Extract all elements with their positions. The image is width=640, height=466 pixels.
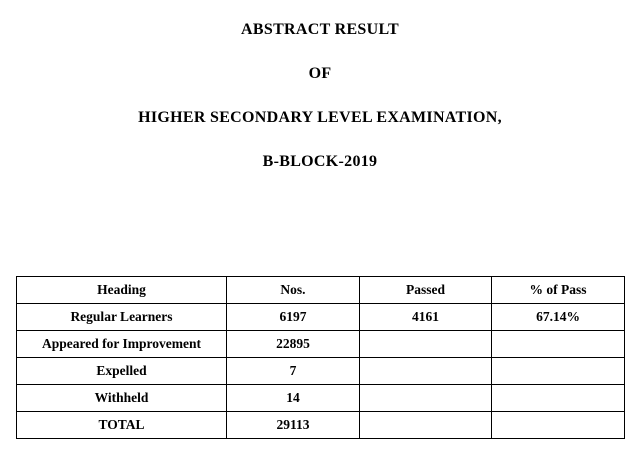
table-row <box>17 358 625 385</box>
document-title-block <box>0 0 640 170</box>
cell-passed <box>360 412 492 439</box>
cell-passed <box>360 331 492 358</box>
cell-heading: TOTAL <box>17 412 227 439</box>
column-header-heading: Heading <box>17 277 227 304</box>
column-header-passed: Passed <box>360 277 492 304</box>
table-row <box>17 385 625 412</box>
table-header-row <box>17 277 625 304</box>
cell-heading: Appeared for Improvement <box>17 331 227 358</box>
cell-pct <box>492 412 625 439</box>
title-line-4: B-BLOCK-2019 <box>262 153 378 170</box>
cell-pct <box>492 331 625 358</box>
title-line-1: ABSTRACT RESULT <box>241 21 399 38</box>
column-header-nos: Nos. <box>227 277 360 304</box>
title-line-3: HIGHER SECONDARY LEVEL EXAMINATION, <box>138 109 502 126</box>
cell-passed <box>360 358 492 385</box>
table-row <box>17 331 625 358</box>
cell-passed <box>360 385 492 412</box>
title-line-2: OF <box>308 65 332 82</box>
table-row <box>17 412 625 439</box>
column-header-pct-of-pass: % of Pass <box>492 277 625 304</box>
abstract-result-table-wrapper <box>16 276 624 439</box>
cell-passed: 4161 <box>360 304 492 331</box>
cell-nos: 22895 <box>227 331 360 358</box>
cell-pct: 67.14% <box>492 304 625 331</box>
abstract-result-table <box>16 276 625 439</box>
cell-pct <box>492 358 625 385</box>
cell-nos: 6197 <box>227 304 360 331</box>
cell-heading: Expelled <box>17 358 227 385</box>
cell-nos: 29113 <box>227 412 360 439</box>
cell-heading: Withheld <box>17 385 227 412</box>
cell-pct <box>492 385 625 412</box>
cell-nos: 7 <box>227 358 360 385</box>
cell-heading: Regular Learners <box>17 304 227 331</box>
table-row <box>17 304 625 331</box>
cell-nos: 14 <box>227 385 360 412</box>
